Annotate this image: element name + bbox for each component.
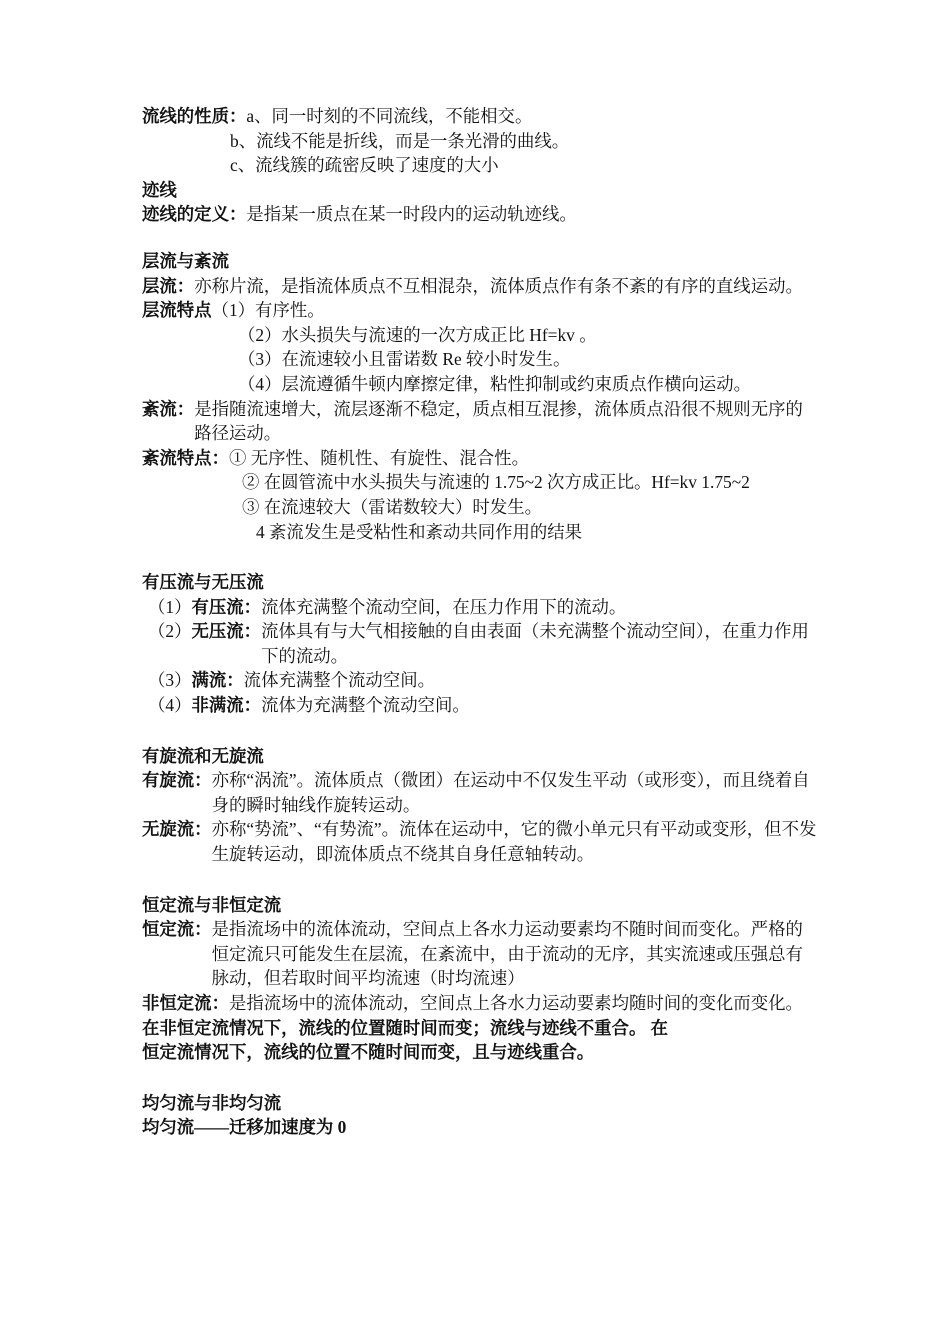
spacer: [142, 227, 818, 249]
rotational-flow-item-1: [142, 768, 818, 817]
uniform-flow-line: 均匀流——迁移加速度为 0: [142, 1117, 347, 1138]
turbulent-label: 紊流：: [142, 398, 195, 419]
heading-pressure-flow: 有压流与无压流: [142, 572, 264, 593]
laminar-label: 层流：: [142, 275, 195, 296]
steady-flow-note-line-2: 恒定流情况下，流线的位置不随时间而变，且与迹线重合。: [142, 1042, 595, 1063]
pressure-flow-item-4: [142, 693, 818, 718]
turbulent-definition-row: [142, 397, 818, 446]
pressure-flow-item-4-text: 流体为充满整个流动空间。: [261, 695, 470, 716]
turbulent-features-first-row: [142, 446, 818, 471]
streamline-properties-first-row: [142, 104, 818, 129]
pressure-flow-item-2: [142, 619, 818, 668]
spacer: [142, 1065, 818, 1091]
streamline-properties-label: 流线的性质：: [142, 106, 247, 126]
pathline-definition-row: [142, 202, 818, 227]
pressure-flow-item-1-text: 流体充满整个流动空间，在压力作用下的流动。: [261, 596, 627, 617]
pressure-flow-item-3-label: 满流：: [191, 670, 244, 691]
steady-flow-definition-row: [142, 917, 818, 991]
turbulent-feature-2: ② 在圆管流中水头损失与流速的 1.75~2 次方成正比。Hf=kv 1.75~2: [242, 472, 750, 493]
heading-rotational-flow: 有旋流和无旋流: [142, 745, 264, 766]
rotational-flow-item-2-text: 亦称“势流”、“有势流”。流体在运动中，它的微小单元只有平动或变形，但不发生旋转运动，即流体质点不绕其自身任意轴转动。: [211, 819, 817, 865]
heading-uniform-flow: 均匀流与非均匀流: [142, 1092, 282, 1113]
pressure-flow-item-3: [142, 668, 818, 693]
steady-flow-label: 恒定流：: [142, 919, 212, 940]
heading-steady-flow: 恒定流与非恒定流: [142, 894, 282, 915]
pressure-flow-item-4-label: 非满流：: [191, 695, 262, 716]
pressure-flow-item-3-text: 流体充满整个流动空间。: [243, 670, 435, 691]
unsteady-flow-label: 非恒定流：: [142, 993, 229, 1013]
pressure-flow-item-3-number: （3）: [148, 670, 192, 691]
laminar-features-label: 层流特点: [142, 300, 212, 321]
pressure-flow-item-2-label: 无压流：: [191, 621, 262, 642]
rotational-flow-item-1-label: 有旋流：: [142, 770, 212, 791]
steady-flow-text: 是指流场中的流体流动，空间点上各水力运动要素均不随时间而变化。严格的恒定流只可能发生在层流，在紊流中，由于流动的无序，其实流速或压强总有脉动，但若取时间平均流速（时均流速）: [211, 919, 803, 989]
section-streamline-properties: [142, 104, 818, 178]
laminar-feature-2: （2）水头损失与流速的一次方成正比 Hf=kv 。: [238, 324, 597, 345]
heading-pathline: 迹线: [142, 179, 177, 200]
pathline-definition-text: 是指某一质点在某一时段内的运动轨迹线。: [246, 204, 577, 225]
heading-laminar-turbulent: 层流与紊流: [142, 250, 229, 271]
rotational-flow-item-2: [142, 817, 818, 866]
rotational-flow-item-2-label: 无旋流：: [142, 819, 212, 840]
laminar-feature-4: （4）层流遵循牛顿内摩擦定律，粘性抑制或约束质点作横向运动。: [238, 373, 752, 394]
streamline-properties-item-c: c、流线簇的疏密反映了速度的大小: [230, 155, 499, 176]
unsteady-flow-definition-row: [142, 991, 818, 1016]
spacer: [142, 544, 818, 570]
steady-flow-note-line-1: 在非恒定流情况下，流线的位置随时间而变；流线与迹线不重合。 在: [142, 1017, 669, 1038]
turbulent-text: 是指随流速增大，流层逐渐不稳定，质点相互混掺，流体质点沿很不规则无序的路径运动。: [194, 398, 803, 444]
turbulent-feature-4: 4 紊流发生是受粘性和紊动共同作用的结果: [256, 521, 583, 542]
laminar-text: 亦称片流，是指流体质点不互相混杂，流体质点作有条不紊的有序的直线运动。: [194, 275, 803, 296]
turbulent-features-label: 紊流特点：: [142, 447, 229, 468]
pressure-flow-item-2-number: （2）: [148, 621, 192, 642]
turbulent-feature-1: ① 无序性、随机性、有旋性、混合性。: [228, 447, 529, 468]
laminar-feature-1: （1）有序性。: [211, 300, 325, 321]
laminar-features-first-row: [142, 298, 818, 323]
rotational-flow-item-1-text: 亦称“涡流”。流体质点（微团）在运动中不仅发生平动（或形变），而且绕着自身的瞬时轴线作旋转运动。: [211, 770, 810, 815]
unsteady-flow-text: 是指流场中的流体流动，空间点上各水力运动要素均随时间的变化而变化。: [228, 993, 803, 1013]
laminar-definition-row: [142, 274, 818, 299]
spacer: [142, 867, 818, 893]
spacer: [142, 718, 818, 744]
laminar-feature-3: （3）在流速较小且雷诺数 Re 较小时发生。: [238, 349, 571, 370]
document-body: [142, 104, 818, 1140]
streamline-properties-item-a: a、同一时刻的不同流线，不能相交。: [246, 106, 533, 126]
pressure-flow-item-1: [142, 595, 818, 620]
pressure-flow-item-1-number: （1）: [148, 596, 192, 617]
pressure-flow-item-4-number: （4）: [148, 695, 192, 716]
pressure-flow-item-2-text: 流体具有与大气相接触的自由表面（未充满整个流动空间），在重力作用下的流动。: [261, 621, 809, 666]
streamline-properties-item-b: b、流线不能是折线，而是一条光滑的曲线。: [230, 130, 570, 151]
pathline-definition-label: 迹线的定义：: [142, 204, 247, 225]
pressure-flow-item-1-label: 有压流：: [191, 596, 262, 617]
turbulent-feature-3: ③ 在流速较大（雷诺数较大）时发生。: [242, 496, 542, 517]
